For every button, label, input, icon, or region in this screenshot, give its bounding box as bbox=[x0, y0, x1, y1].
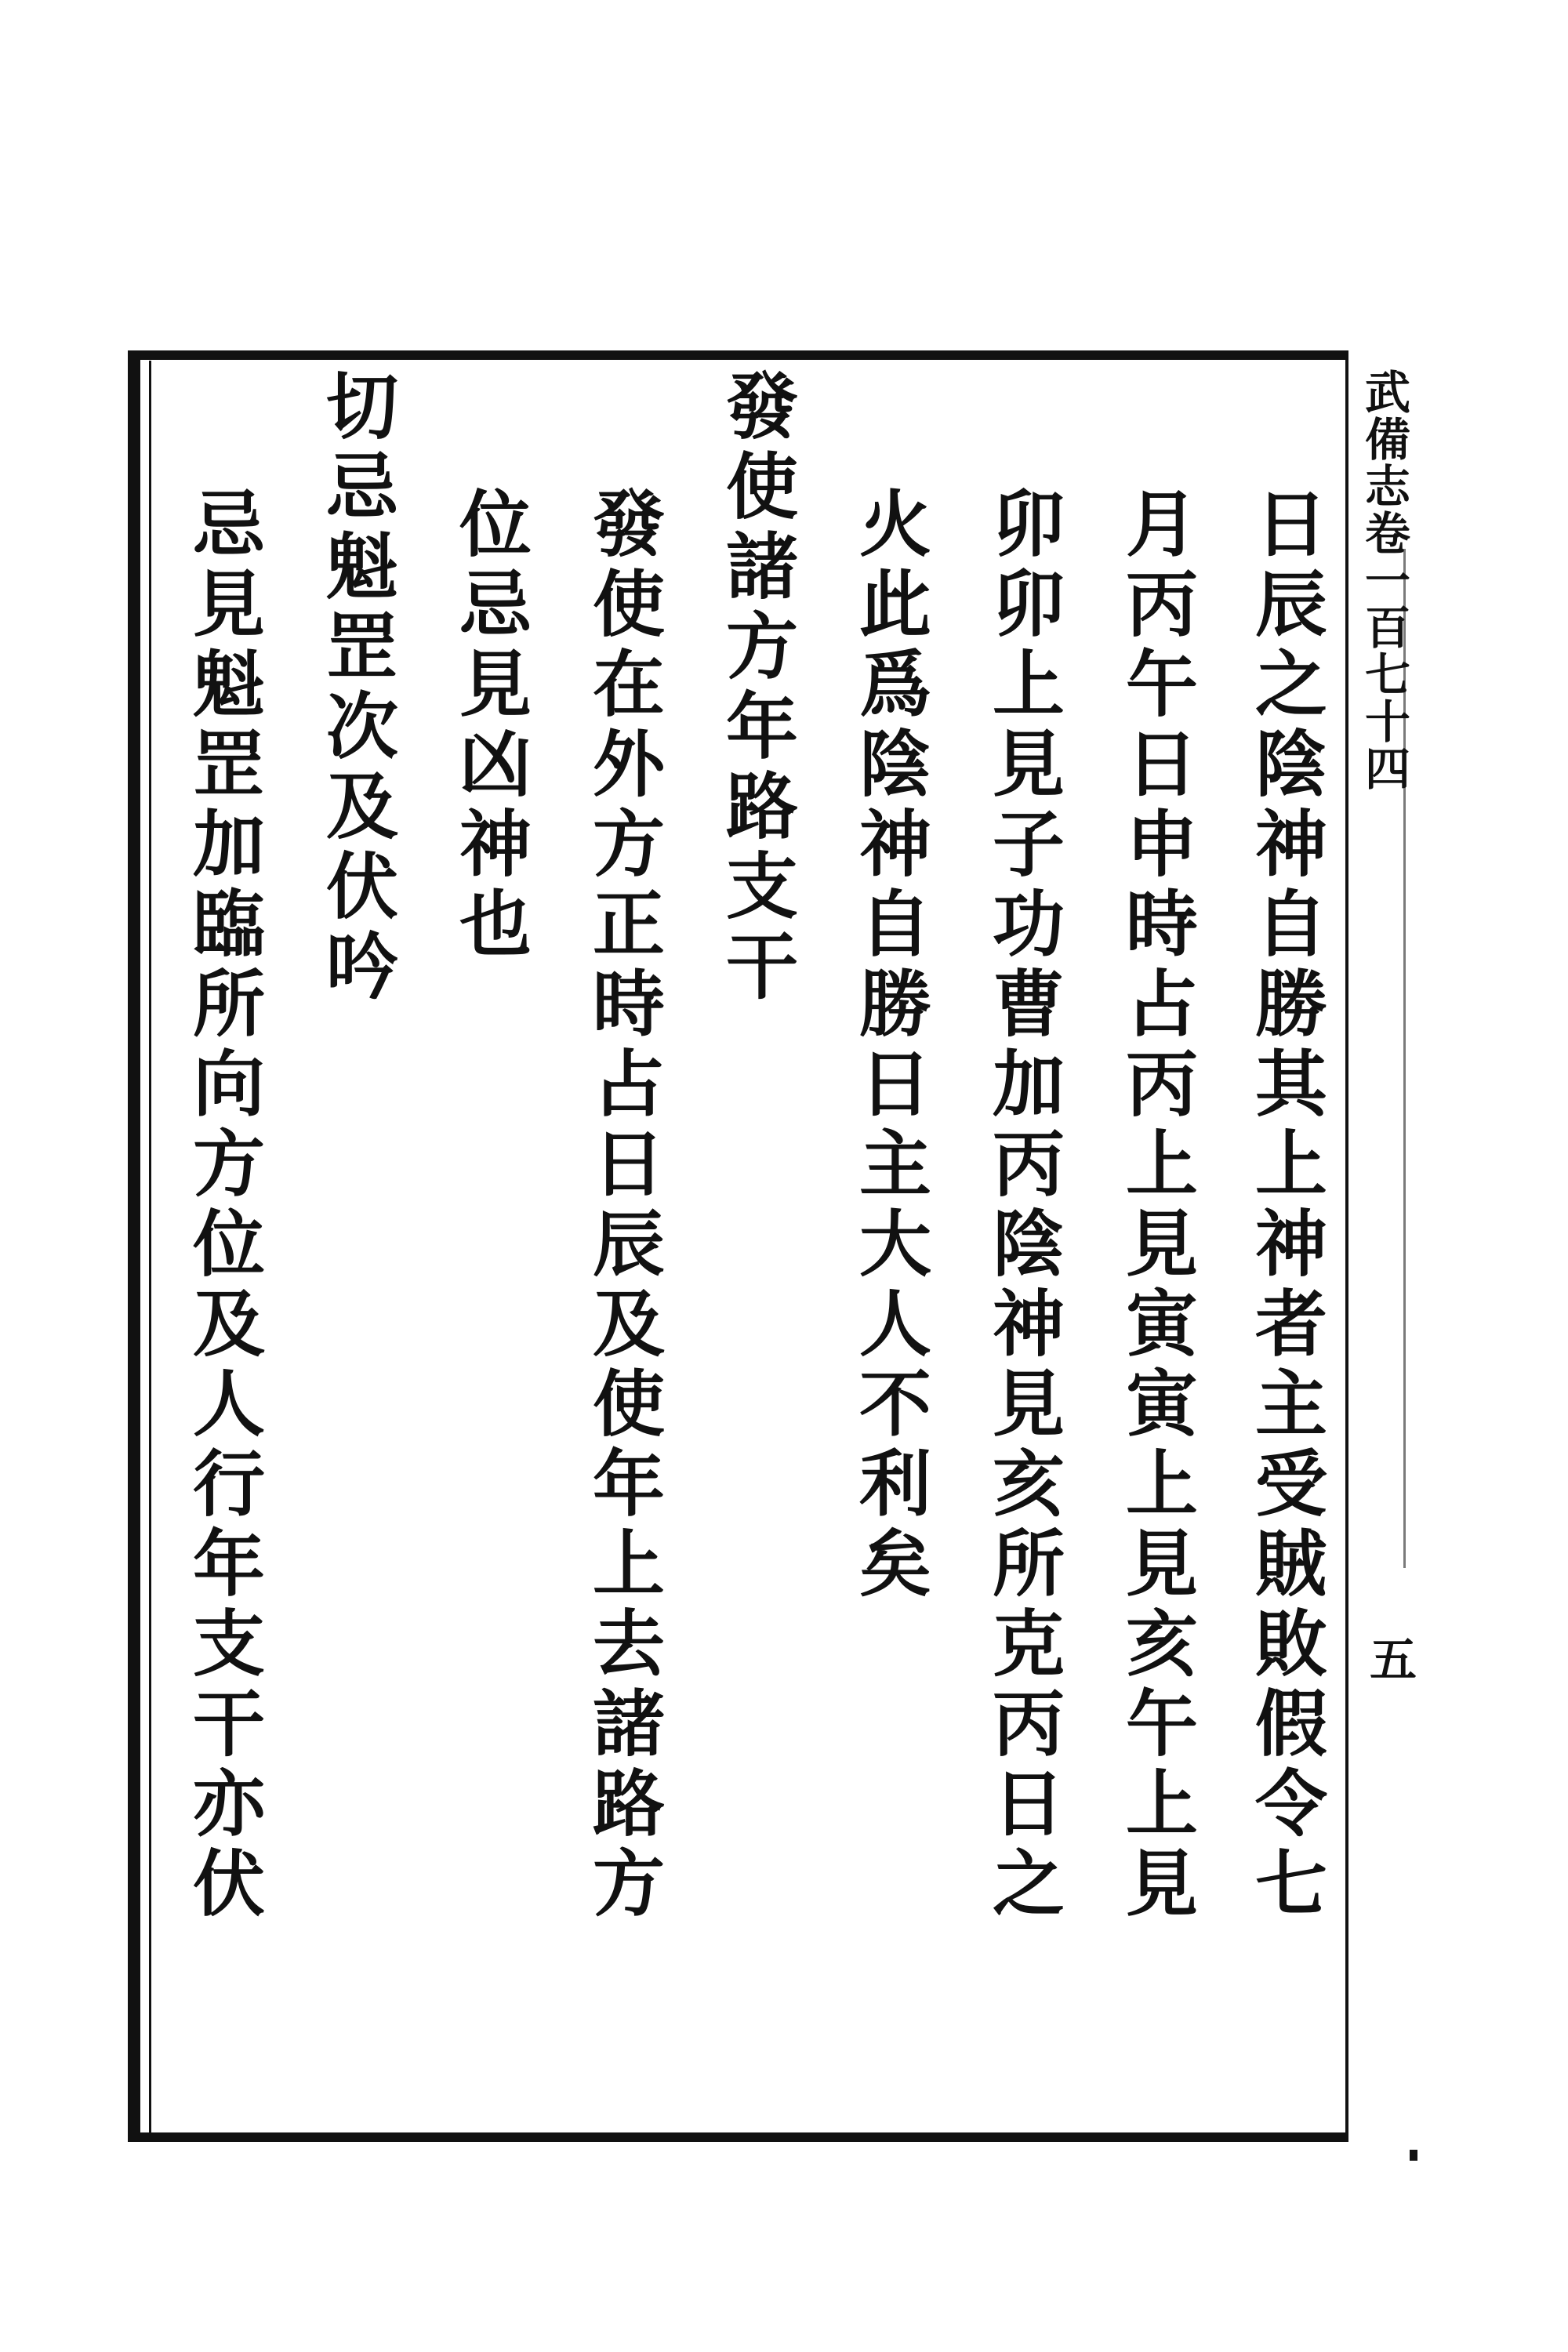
text-column-4: 火此爲陰神自勝日主大人不利矣 bbox=[848, 486, 932, 1606]
text-column-6: 發使在外方正時占日辰及使年上去諸路方 bbox=[581, 486, 666, 1926]
fore-edge-page-number: 五 bbox=[1362, 1635, 1417, 1682]
text-column-2: 月丙午日申時占丙上見寅寅上見亥午上見 bbox=[1114, 486, 1199, 1926]
fore-edge-title: 武備志卷一百七十四 bbox=[1357, 368, 1410, 792]
text-column-9: 忌見魁罡加臨所向方位及人行年支干亦伏 bbox=[181, 486, 266, 1926]
text-column-5: 發使諸方年路支干 bbox=[714, 368, 799, 1008]
text-column-1: 日辰之陰神自勝其上神者主受賊敗假令七 bbox=[1243, 486, 1328, 1926]
text-column-3: 卯卯上見子功曹加丙陰神見亥所克丙日之 bbox=[981, 486, 1065, 1926]
text-column-7: 位忌見凶神也 bbox=[448, 486, 532, 966]
frame-top-border bbox=[128, 350, 1347, 360]
frame-bottom-border bbox=[128, 2132, 1347, 2142]
frame-inner-left-rule bbox=[149, 361, 151, 2132]
edge-mark bbox=[1410, 2150, 1417, 2161]
frame-left-border bbox=[128, 350, 140, 2142]
frame-right-border bbox=[1345, 350, 1348, 2142]
text-column-8: 切忌魁罡次及伏吟 bbox=[314, 368, 399, 1008]
